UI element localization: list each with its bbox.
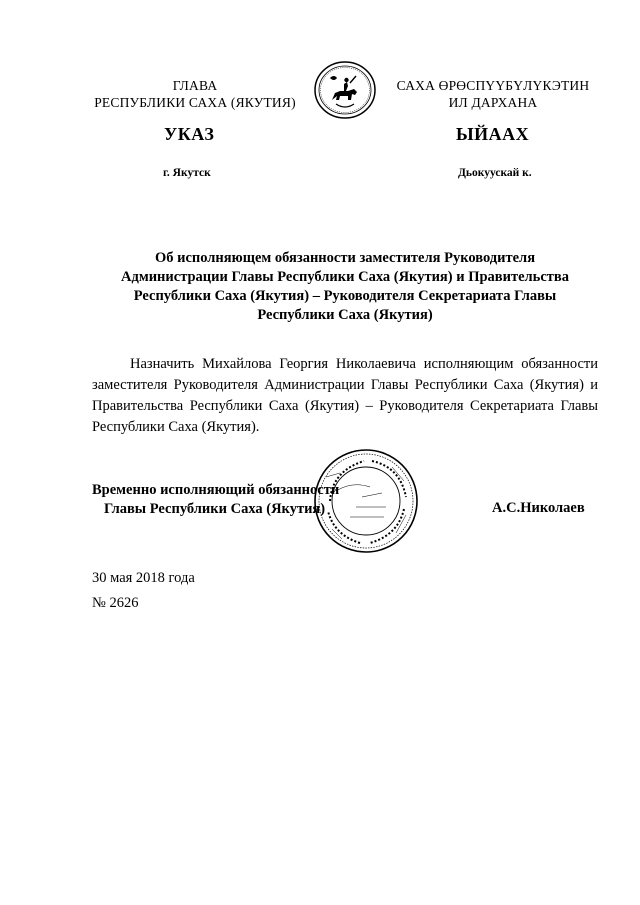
place-right: Дьокуускай к. [458, 167, 532, 179]
coat-of-arms-icon [310, 60, 380, 120]
signature-position [92, 481, 339, 519]
heading-line4: Республики Саха (Якутия) [257, 307, 433, 323]
signature-position-line2: Главы Республики Саха (Якутия) [104, 501, 326, 517]
document-number: № 2626 [92, 595, 139, 611]
header-left [80, 77, 310, 111]
body-paragraph: Назначить Михайлова Георгия Николаевича исполняющим обязанности заместителя Руководителя Администрации Главы Республики Саха (Якутия) и Правительства Республики Саха (Якутия) – Руководителя Секретариата Главы Республики Саха (Якутия). [92, 356, 598, 435]
heading-line1: Об исполняющем обязанности заместителя Руководителя [154, 250, 536, 266]
header-left-line1: ГЛАВА [172, 78, 218, 93]
signature-name: А.С.Николаев [492, 500, 585, 516]
document-date: 30 мая 2018 года [92, 570, 195, 586]
title-ukaz: УКАЗ [164, 124, 215, 144]
header-right-line1: САХА ӨРӨСПҮҮБҮЛҮКЭТИН [396, 78, 590, 93]
header-left-line2: РЕСПУБЛИКИ САХА (ЯКУТИЯ) [94, 95, 296, 110]
title-yiyaakh: ЫЙААХ [456, 124, 530, 144]
heading-line3: Республики Саха (Якутия) – Руководителя Секретариата Главы [133, 288, 557, 304]
header-right [388, 77, 598, 111]
document-heading [92, 249, 598, 325]
place-left: г. Якутск [163, 167, 211, 179]
document-footer [92, 566, 195, 616]
heading-line2: Администрации Главы Республики Саха (Якутия) и Правительства [121, 269, 569, 285]
signature-position-line1: Временно исполняющий обязанности [92, 482, 340, 498]
header-right-line2: ИЛ ДАРХАНА [448, 95, 538, 110]
